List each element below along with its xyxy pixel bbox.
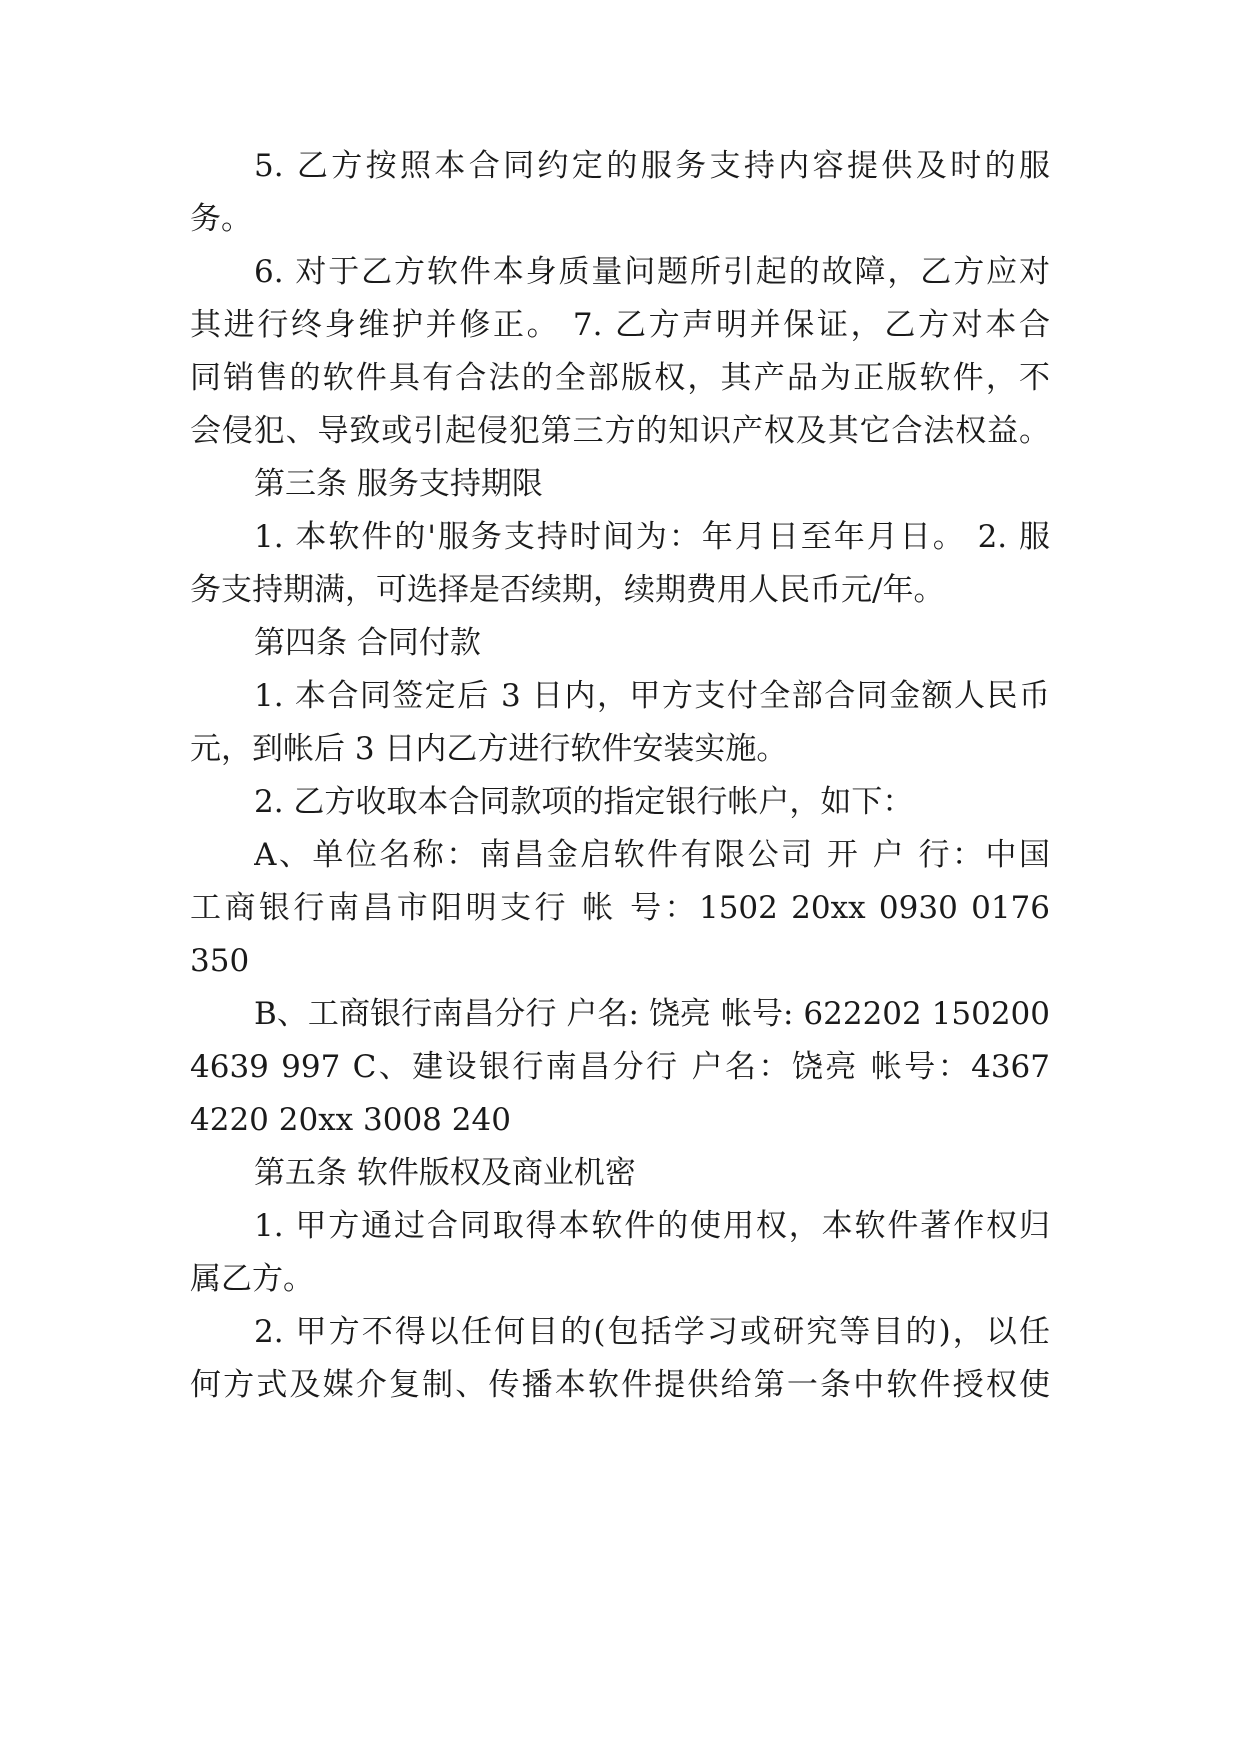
text-line: 2. 乙方收取本合同款项的指定银行帐户，如下：: [254, 784, 914, 820]
text-line: 属乙方。: [190, 1261, 314, 1297]
text-line: 1. 本合同签定后 3 日内，甲方支付全部合同金额人民币: [254, 678, 1050, 714]
text-line: 其进行终身维护并修正。 7. 乙方声明并保证，乙方对本合: [190, 307, 1050, 343]
section-heading: 第五条 软件版权及商业机密: [254, 1155, 636, 1191]
text-line: 元，到帐后 3 日内乙方进行软件安装实施。: [190, 731, 788, 767]
text-line: 350: [190, 943, 250, 979]
section-heading: 第三条 服务支持期限: [254, 466, 543, 502]
text-line: B、工商银行南昌分行 户名: 饶亮 帐号: 622202 150200: [254, 996, 1050, 1032]
section-heading: 第四条 合同付款: [254, 625, 481, 661]
text-line: 1. 本软件的'服务支持时间为：年月日至年月日。 2. 服: [254, 519, 1050, 555]
text-line: 会侵犯、导致或引起侵犯第三方的知识产权及其它合法权益。: [190, 413, 1050, 449]
text-line: 1. 甲方通过合同取得本软件的使用权，本软件著作权归: [254, 1208, 1050, 1244]
text-line: 4639 997 C、建设银行南昌分行 户名：饶亮 帐号：4367: [190, 1049, 1050, 1085]
text-line: 工商银行南昌市阳明支行 帐 号：1502 20xx 0930 0176: [190, 890, 1050, 926]
text-line: 5. 乙方按照本合同约定的服务支持内容提供及时的服: [254, 148, 1050, 184]
text-line: 6. 对于乙方软件本身质量问题所引起的故障，乙方应对: [254, 254, 1050, 290]
text-line: 4220 20xx 3008 240: [190, 1102, 511, 1138]
text-line: 务。: [190, 201, 252, 237]
text-line: 同销售的软件具有合法的全部版权，其产品为正版软件，不: [190, 360, 1050, 396]
text-line: A、单位名称：南昌金启软件有限公司 开 户 行：中国: [254, 837, 1050, 873]
text-line: 务支持期满，可选择是否续期，续期费用人民币元/年。: [190, 572, 945, 608]
text-line: 2. 甲方不得以任何目的(包括学习或研究等目的)，以任: [254, 1314, 1050, 1350]
text-line: 何方式及媒介复制、传播本软件提供给第一条中软件授权使: [190, 1367, 1050, 1403]
